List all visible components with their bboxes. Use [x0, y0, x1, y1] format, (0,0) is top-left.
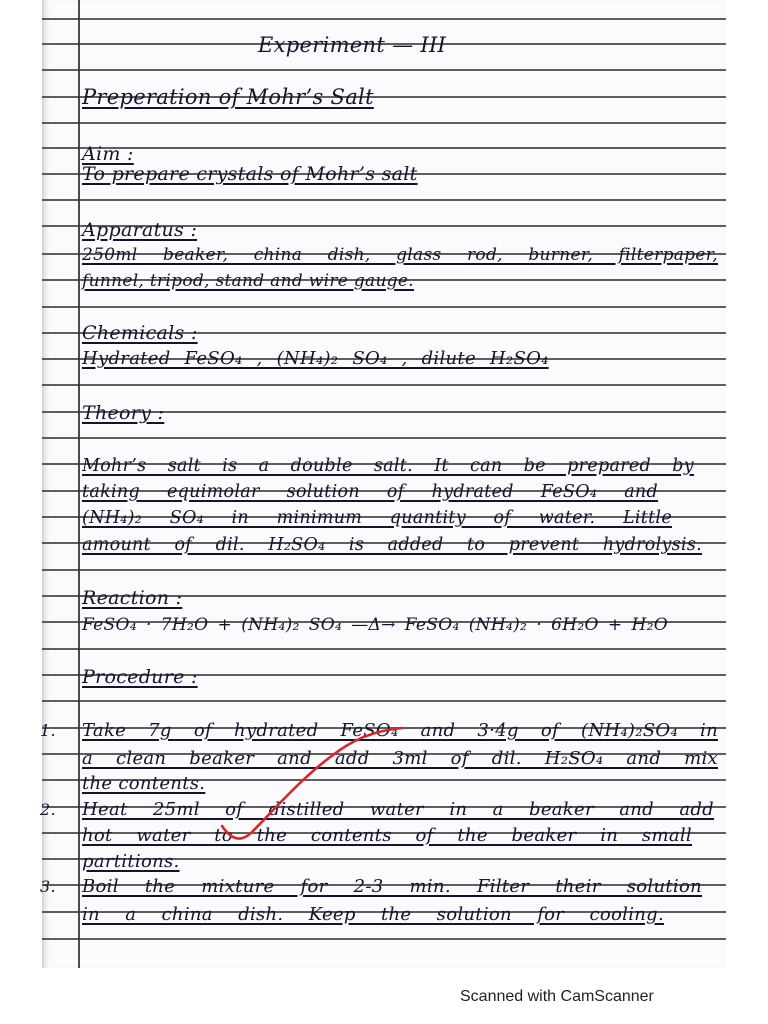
theory-line-1: Mohr’s salt is a double salt. It can be prepared by — [82, 456, 694, 476]
ruled-line — [42, 199, 726, 201]
ruled-line — [42, 122, 726, 124]
ruled-line — [42, 18, 726, 20]
ruled-line — [42, 384, 726, 386]
procedure-label: Procedure : — [82, 666, 198, 688]
theory-line-3: (NH₄)₂ SO₄ in minimum quantity of water. Little — [82, 508, 672, 528]
aim-label: Aim : — [82, 143, 134, 165]
step-1-line-2: a clean beaker and add 3ml of dil. H₂SO₄ and mix — [82, 748, 718, 769]
apparatus-line-1: 250ml beaker, china dish, glass rod, burner, filterpaper, — [82, 245, 718, 265]
step-3-line-1: Boil the mixture for 2-3 min. Filter their solution — [82, 876, 702, 897]
reaction-equation: FeSO₄ · 7H₂O + (NH₄)₂ SO₄ —Δ→ FeSO₄ (NH₄)₂ · 6H₂O + H₂O — [82, 615, 668, 635]
apparatus-label: Apparatus : — [82, 219, 198, 241]
step-2-line-3: partitions. — [82, 851, 180, 872]
step-1-line-3: the contents. — [82, 773, 206, 794]
ruled-line — [42, 437, 726, 439]
step-2-number: 2. — [40, 800, 56, 819]
margin-line — [78, 0, 80, 968]
chemicals-label: Chemicals : — [82, 322, 198, 344]
ruled-line — [42, 700, 726, 702]
theory-line-2: taking equimolar solution of hydrated FeSO₄ and — [82, 482, 658, 502]
step-1-number: 1. — [40, 721, 56, 740]
reaction-label: Reaction : — [82, 587, 183, 609]
aim-text: To prepare crystals of Mohr’s salt — [82, 163, 418, 185]
ruled-line — [42, 147, 726, 149]
step-3-number: 3. — [40, 877, 56, 896]
theory-label: Theory : — [82, 402, 165, 424]
apparatus-line-2: funnel, tripod, stand and wire gauge. — [82, 271, 414, 291]
step-2-line-1: Heat 25ml of distilled water in a beaker and add — [82, 799, 714, 820]
theory-line-4: amount of dil. H₂SO₄ is added to prevent hydrolysis. — [82, 535, 702, 555]
ruled-line — [42, 938, 726, 940]
ruled-line — [42, 69, 726, 71]
notebook-page — [42, 0, 726, 968]
camscanner-watermark: Scanned with CamScanner — [460, 988, 654, 1005]
step-1-line-1: Take 7g of hydrated FeSO₄ and 3·4g of (NH₄)₂SO₄ in — [82, 720, 718, 741]
page-heading: Preperation of Mohr’s Salt — [82, 85, 374, 109]
step-3-line-2: in a china dish. Keep the solution for cooling. — [82, 904, 664, 925]
page-title: Experiment — III — [258, 33, 447, 57]
ruled-line — [42, 306, 726, 308]
chemicals-text: Hydrated FeSO₄ , (NH₄)₂ SO₄ , dilute H₂SO₄ — [82, 348, 549, 369]
step-2-line-2: hot water to the contents of the beaker in small — [82, 825, 692, 846]
ruled-line — [42, 648, 726, 650]
ruled-line — [42, 569, 726, 571]
